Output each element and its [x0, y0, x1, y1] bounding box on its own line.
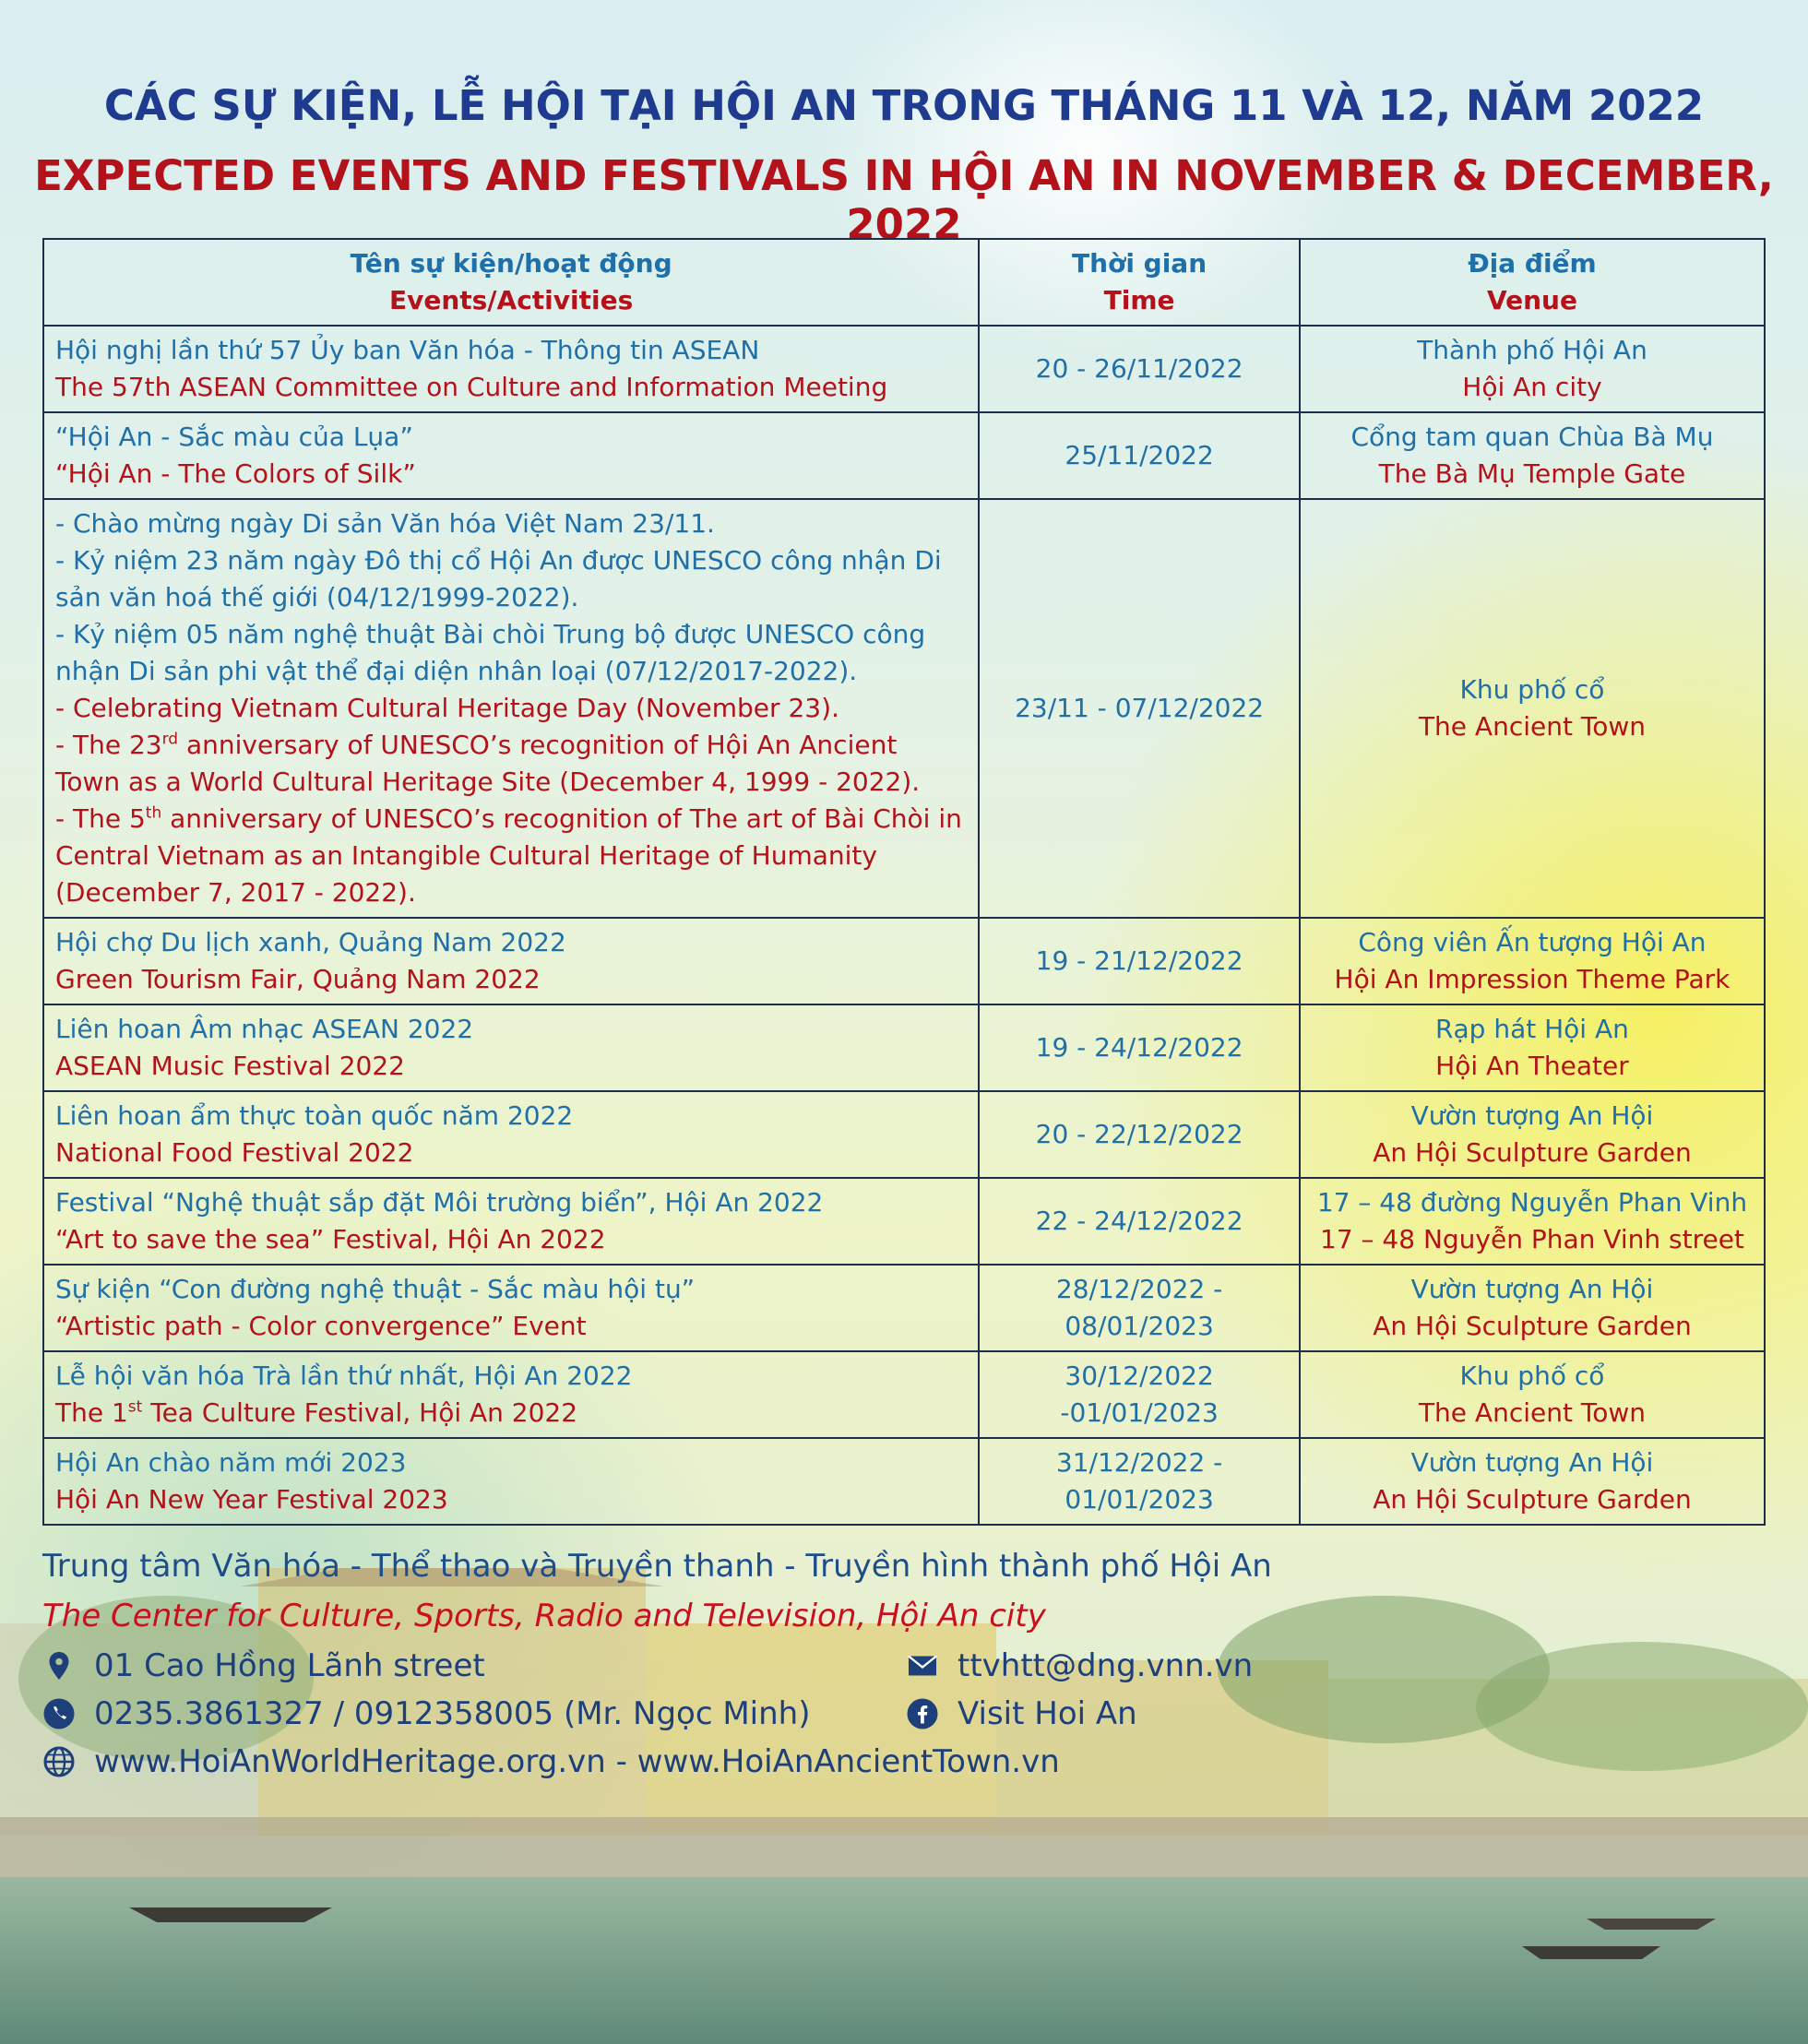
- phone-icon: [42, 1697, 76, 1730]
- riverside-scene: [0, 1568, 1808, 2044]
- organization-name-en: The Center for Culture, Sports, Radio and Television, Hội An city: [42, 1598, 1046, 1634]
- time-cell: 23/11 - 07/12/2022: [979, 499, 1300, 918]
- event-cell: Hội An chào năm mới 2023 Hội An New Year Festival 2023: [43, 1438, 979, 1525]
- header-event: Tên sự kiện/hoạt động Events/Activities: [43, 239, 979, 326]
- venue-cell: Vườn tượng An Hội An Hội Sculpture Garden: [1300, 1091, 1765, 1178]
- venue-cell: 17 – 48 đường Nguyễn Phan Vinh 17 – 48 Nguyễn Phan Vinh street: [1300, 1178, 1765, 1265]
- title-vietnamese: CÁC SỰ KIỆN, LỄ HỘI TẠI HỘI AN TRONG THÁNG 11 VÀ 12, NĂM 2022: [103, 81, 1705, 130]
- event-cell: - Chào mừng ngày Di sản Văn hóa Việt Nam 23/11. - Kỷ niệm 23 năm ngày Đô thị cổ Hội An được UNESCO công nhận Di sản văn hoá thế giới (04/12/1999-2022). - Kỷ niệm 05 năm nghệ thuật Bài chòi Trung bộ được UNESCO công nhận Di sản phi vật thể đại diện nhân loại (07/12/2017-2022). - Celebrating Vietnam Cultural Heritage Day (November 23). - The 23rd anniversary of UNESCO’s recognition of Hội An Ancient Town as a World Cultural Heritage Site (December 4, 1999 - 2022). - The 5th anniversary of UNESCO’s recognition of The art of Bài Chòi in Central Vietnam as an Intangible Cultural Heritage of Humanity (December 7, 2017 - 2022).: [43, 499, 979, 918]
- venue-cell: Vườn tượng An Hội An Hội Sculpture Garden: [1300, 1438, 1765, 1525]
- venue-cell: Vườn tượng An Hội An Hội Sculpture Garden: [1300, 1265, 1765, 1351]
- event-cell: Lễ hội văn hóa Trà lần thứ nhất, Hội An 2022 The 1st Tea Culture Festival, Hội An 2022: [43, 1351, 979, 1438]
- organization-name-vn: Trung tâm Văn hóa - Thể thao và Truyền thanh - Truyền hình thành phố Hội An: [42, 1548, 1272, 1585]
- event-cell: Liên hoan ẩm thực toàn quốc năm 2022 National Food Festival 2022: [43, 1091, 979, 1178]
- event-cell: “Hội An - Sắc màu của Lụa” “Hội An - The Colors of Silk”: [43, 412, 979, 499]
- venue-cell: Cổng tam quan Chùa Bà Mụ The Bà Mụ Temple Gate: [1300, 412, 1765, 499]
- location-pin-icon: [42, 1649, 76, 1682]
- address-text: 01 Cao Hồng Lãnh street: [94, 1647, 485, 1684]
- time-cell: 30/12/2022 -01/01/2023: [979, 1351, 1300, 1438]
- time-cell: 31/12/2022 - 01/01/2023: [979, 1438, 1300, 1525]
- table-header-row: [43, 239, 1765, 326]
- time-cell: 22 - 24/12/2022: [979, 1178, 1300, 1265]
- email-icon: [906, 1649, 939, 1682]
- venue-cell: Khu phố cổ The Ancient Town: [1300, 499, 1765, 918]
- table-row: [43, 412, 1765, 499]
- table-row: [43, 1178, 1765, 1265]
- facebook-line: [906, 1695, 1137, 1732]
- table-row: [43, 1091, 1765, 1178]
- header-time: Thời gian Time: [979, 239, 1300, 326]
- table-row: [43, 1004, 1765, 1091]
- event-cell: Liên hoan Âm nhạc ASEAN 2022 ASEAN Music Festival 2022: [43, 1004, 979, 1091]
- phone-line: [42, 1695, 811, 1732]
- facebook-icon: [906, 1697, 939, 1730]
- facebook-link[interactable]: Visit Hoi An: [958, 1695, 1137, 1732]
- table-row: [43, 918, 1765, 1004]
- venue-cell: Thành phố Hội An Hội An city: [1300, 326, 1765, 412]
- header-venue: Địa điểm Venue: [1300, 239, 1765, 326]
- globe-icon: [42, 1745, 76, 1778]
- address-line: [42, 1647, 485, 1684]
- time-cell: 19 - 24/12/2022: [979, 1004, 1300, 1091]
- event-cell: Sự kiện “Con đường nghệ thuật - Sắc màu hội tụ” “Artistic path - Color convergence” Event: [43, 1265, 979, 1351]
- events-table: [42, 238, 1766, 1526]
- website-line: [42, 1743, 1060, 1780]
- table-row: [43, 326, 1765, 412]
- table-row: [43, 1265, 1765, 1351]
- title-english: EXPECTED EVENTS AND FESTIVALS IN HỘI AN IN NOVEMBER & DECEMBER, 2022: [34, 151, 1774, 249]
- table-row: [43, 1438, 1765, 1525]
- time-cell: 19 - 21/12/2022: [979, 918, 1300, 1004]
- time-cell: 20 - 26/11/2022: [979, 326, 1300, 412]
- time-cell: 25/11/2022: [979, 412, 1300, 499]
- venue-cell: Khu phố cổ The Ancient Town: [1300, 1351, 1765, 1438]
- event-cell: Hội nghị lần thứ 57 Ủy ban Văn hóa - Thông tin ASEAN The 57th ASEAN Committee on Culture and Information Meeting: [43, 326, 979, 412]
- event-cell: Festival “Nghệ thuật sắp đặt Môi trường biển”, Hội An 2022 “Art to save the sea” Festival, Hội An 2022: [43, 1178, 979, 1265]
- website-link[interactable]: www.HoiAnWorldHeritage.org.vn - www.HoiAnAncientTown.vn: [94, 1743, 1060, 1780]
- table-row: [43, 1351, 1765, 1438]
- email-link[interactable]: ttvhtt@dng.vnn.vn: [958, 1647, 1254, 1684]
- email-line: [906, 1647, 1253, 1684]
- event-cell: Hội chợ Du lịch xanh, Quảng Nam 2022 Green Tourism Fair, Quảng Nam 2022: [43, 918, 979, 1004]
- venue-cell: Công viên Ấn tượng Hội An Hội An Impression Theme Park: [1300, 918, 1765, 1004]
- phone-text: 0235.3861327 / 0912358005 (Mr. Ngọc Minh): [94, 1695, 811, 1732]
- table-row: [43, 499, 1765, 918]
- time-cell: 20 - 22/12/2022: [979, 1091, 1300, 1178]
- venue-cell: Rạp hát Hội An Hội An Theater: [1300, 1004, 1765, 1091]
- time-cell: 28/12/2022 - 08/01/2023: [979, 1265, 1300, 1351]
